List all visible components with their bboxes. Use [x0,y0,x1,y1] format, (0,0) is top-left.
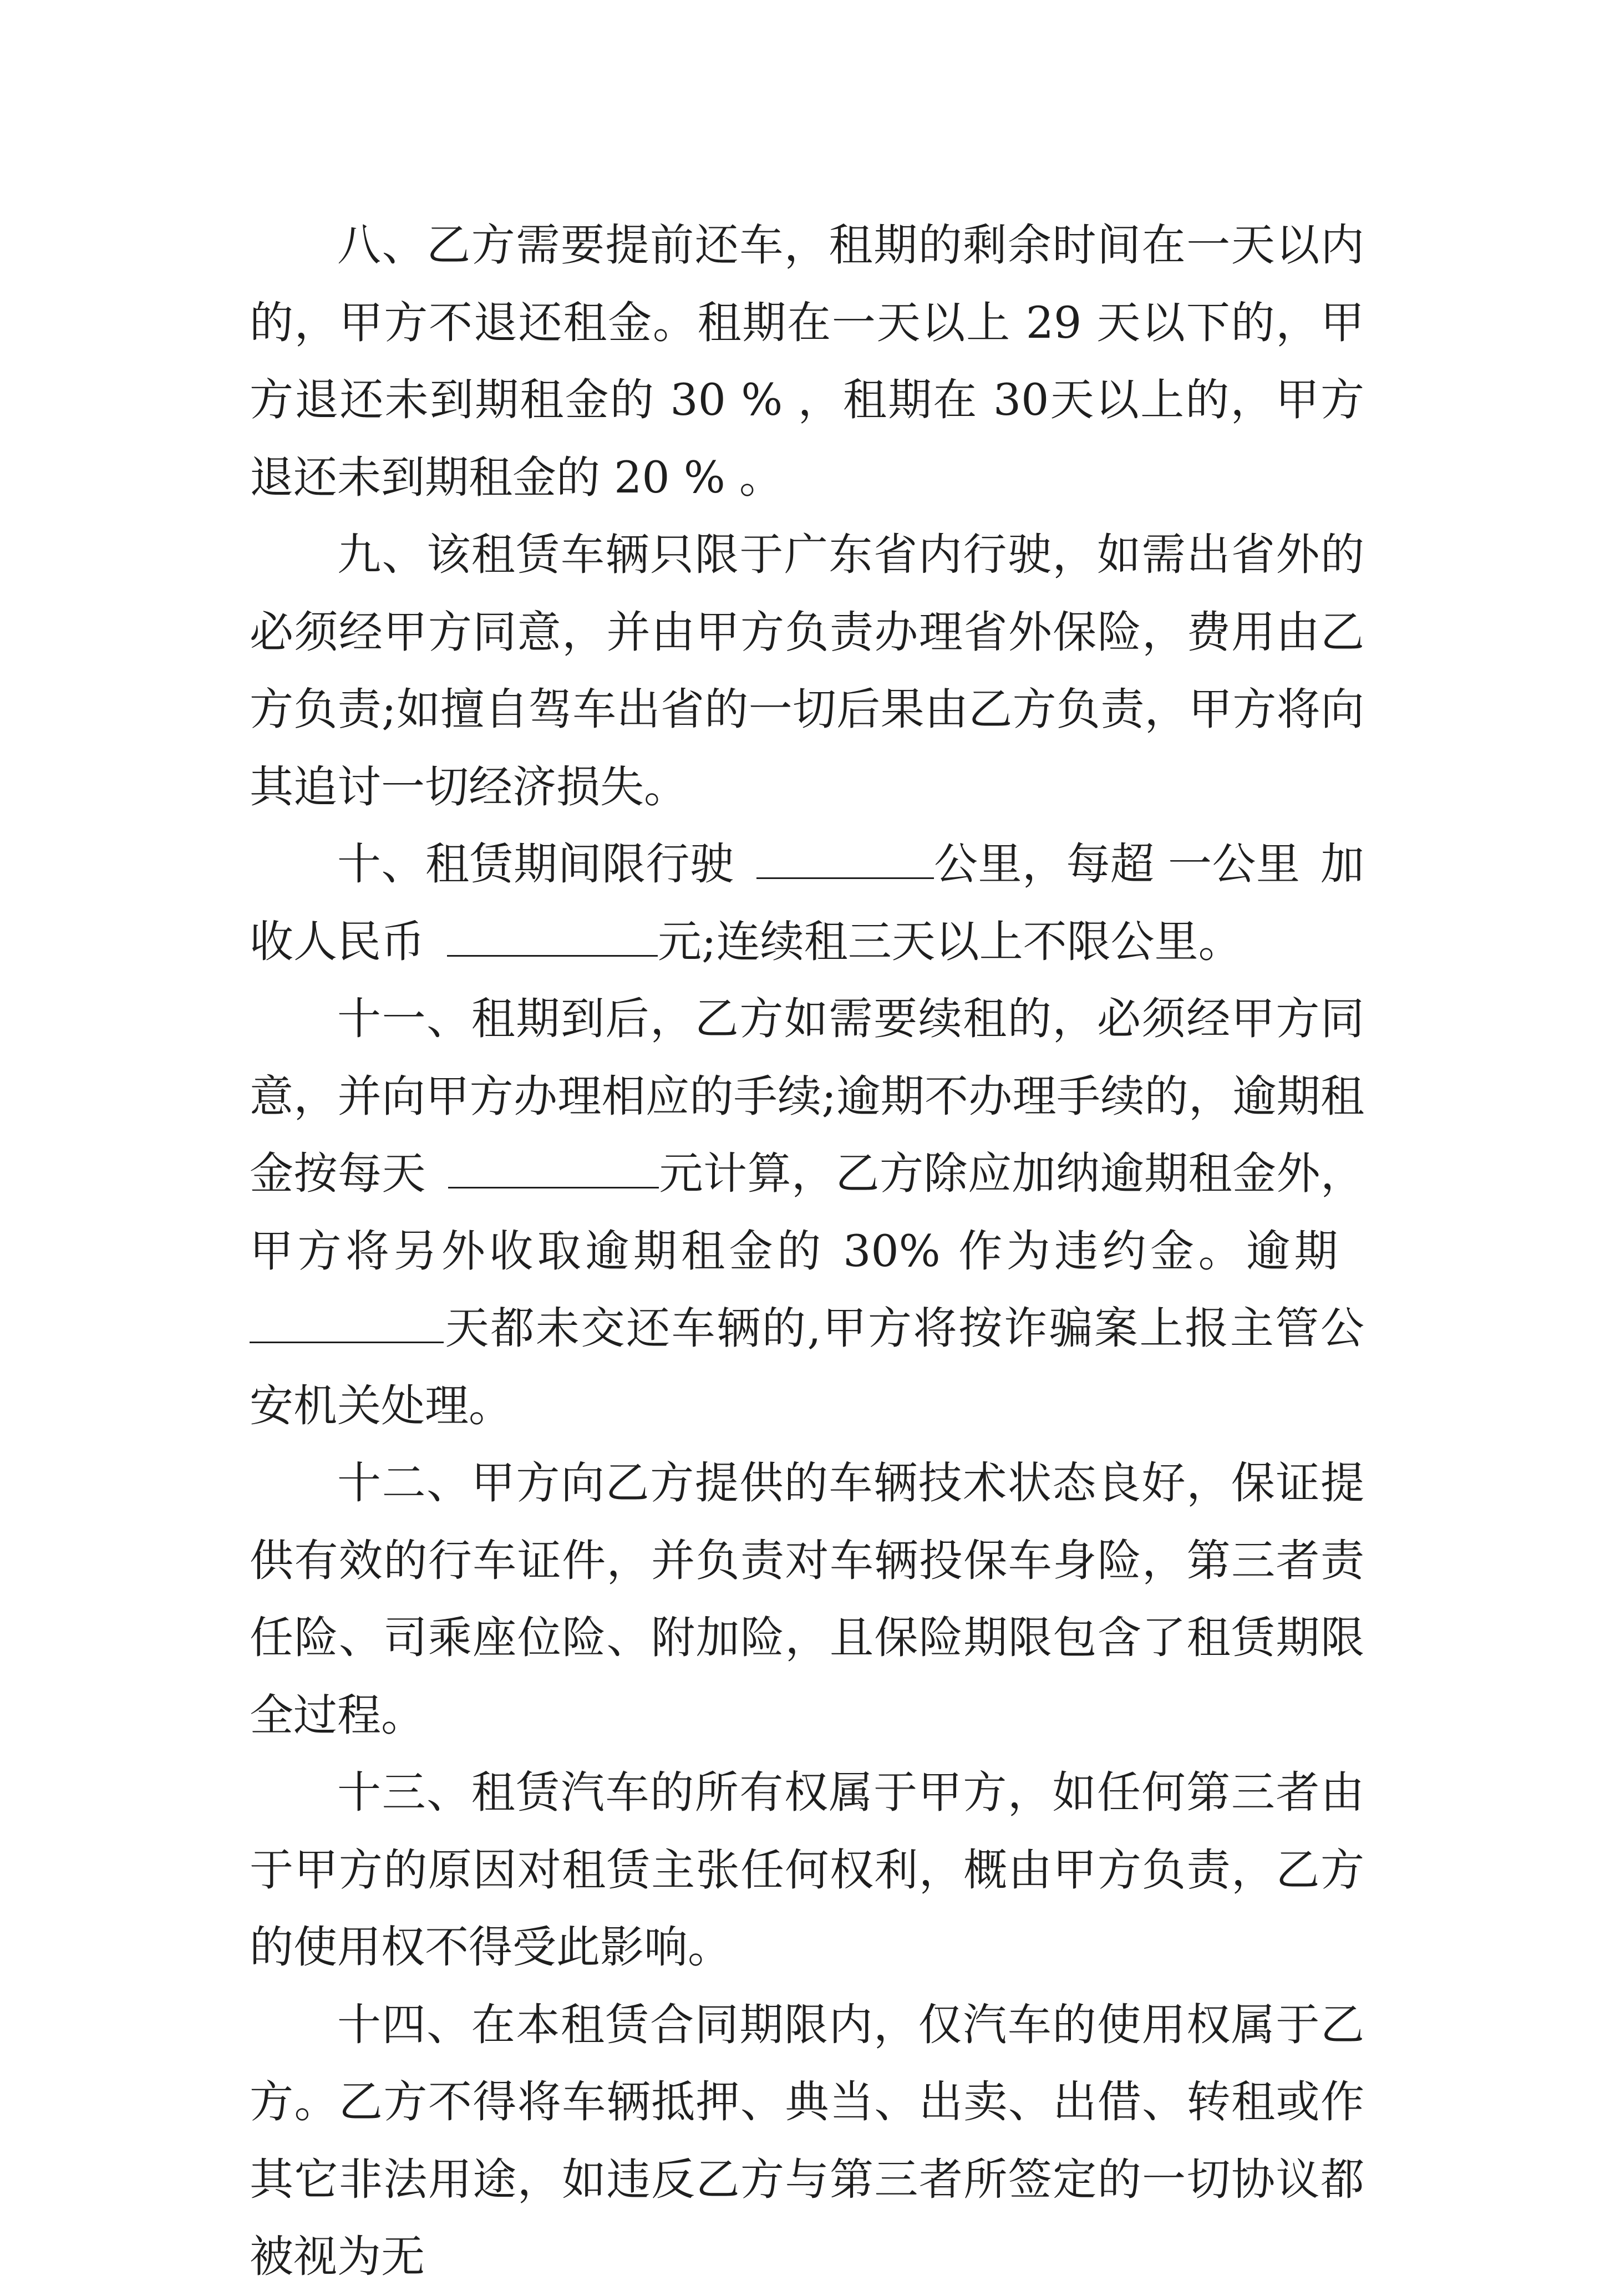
clause-11-text-1: 十一、租期到后，乙方如需要续租的，必须经甲方同意，并向甲方办理相应的手续;逾期不办理手续的，逾期租金按每天 [250,993,1364,1199]
blank-km-limit[interactable] [756,841,934,879]
clause-9: 九、该租赁车辆只限于广东省内行驶，如需出省外的必须经甲方同意，并由甲方负责办理省外保险，费用由乙方负责;如擅自驾车出省的一切后果由乙方负责，甲方将向其追讨一切经济损失。 [250,529,1364,812]
clause-14: 十四、在本租赁合同期限内，仅汽车的使用权属于乙方。乙方不得将车辆抵押、典当、出卖、出借、转租或作其它非法用途，如违反乙方与第三者所签定的一切协议都被视为无 [250,1999,1364,2282]
clause-12: 十二、甲方向乙方提供的车辆技术状态良好，保证提供有效的行车证件，并负责对车辆投保车身险，第三者责任险、司乘座位险、附加险，且保险期限包含了租赁期限全过程。 [250,1457,1364,1741]
clause-10-text-2: 公里，每超 [933,839,1155,890]
blank-daily-rent[interactable] [448,1150,659,1188]
clause-13: 十三、租赁汽车的所有权属于甲方，如任何第三者由于甲方的原因对租赁主张任何权利，概由甲方负责，乙方的使用权不得受此影响。 [250,1767,1364,1973]
clause-10 [250,826,1364,981]
blank-overdue-days[interactable] [250,1305,444,1343]
clause-10-text-1: 十、租赁期间限行驶 [337,839,734,890]
clause-10-text-4: 加收人民币 [250,839,1364,967]
clause-11-text-3: 天都未交还车辆的,甲方将按诈骗案上报主管公安机关处理。 [250,1303,1364,1431]
clause-11-text-2: 元计算，乙方除应加纳逾期租金外，甲方将另外收取逾期租金的 30% 作为违约金。逾期 [250,1148,1364,1277]
clause-10-text-5: 元;连续租三天以上不限公里。 [658,916,1242,967]
clause-8: 八、乙方需要提前还车，租期的剩余时间在一天以内的，甲方不退还租金。租期在一天以上 29 天以下的，甲方退还未到期租金的 30 % ，租期在 30天以上的，甲方退还未到期租金的 20 % 。 [250,220,1364,503]
contract-body [250,207,1364,2296]
blank-extra-fee[interactable] [447,918,658,957]
clause-11 [250,981,1364,1445]
clause-10-text-3: 一公里 [1167,839,1301,890]
